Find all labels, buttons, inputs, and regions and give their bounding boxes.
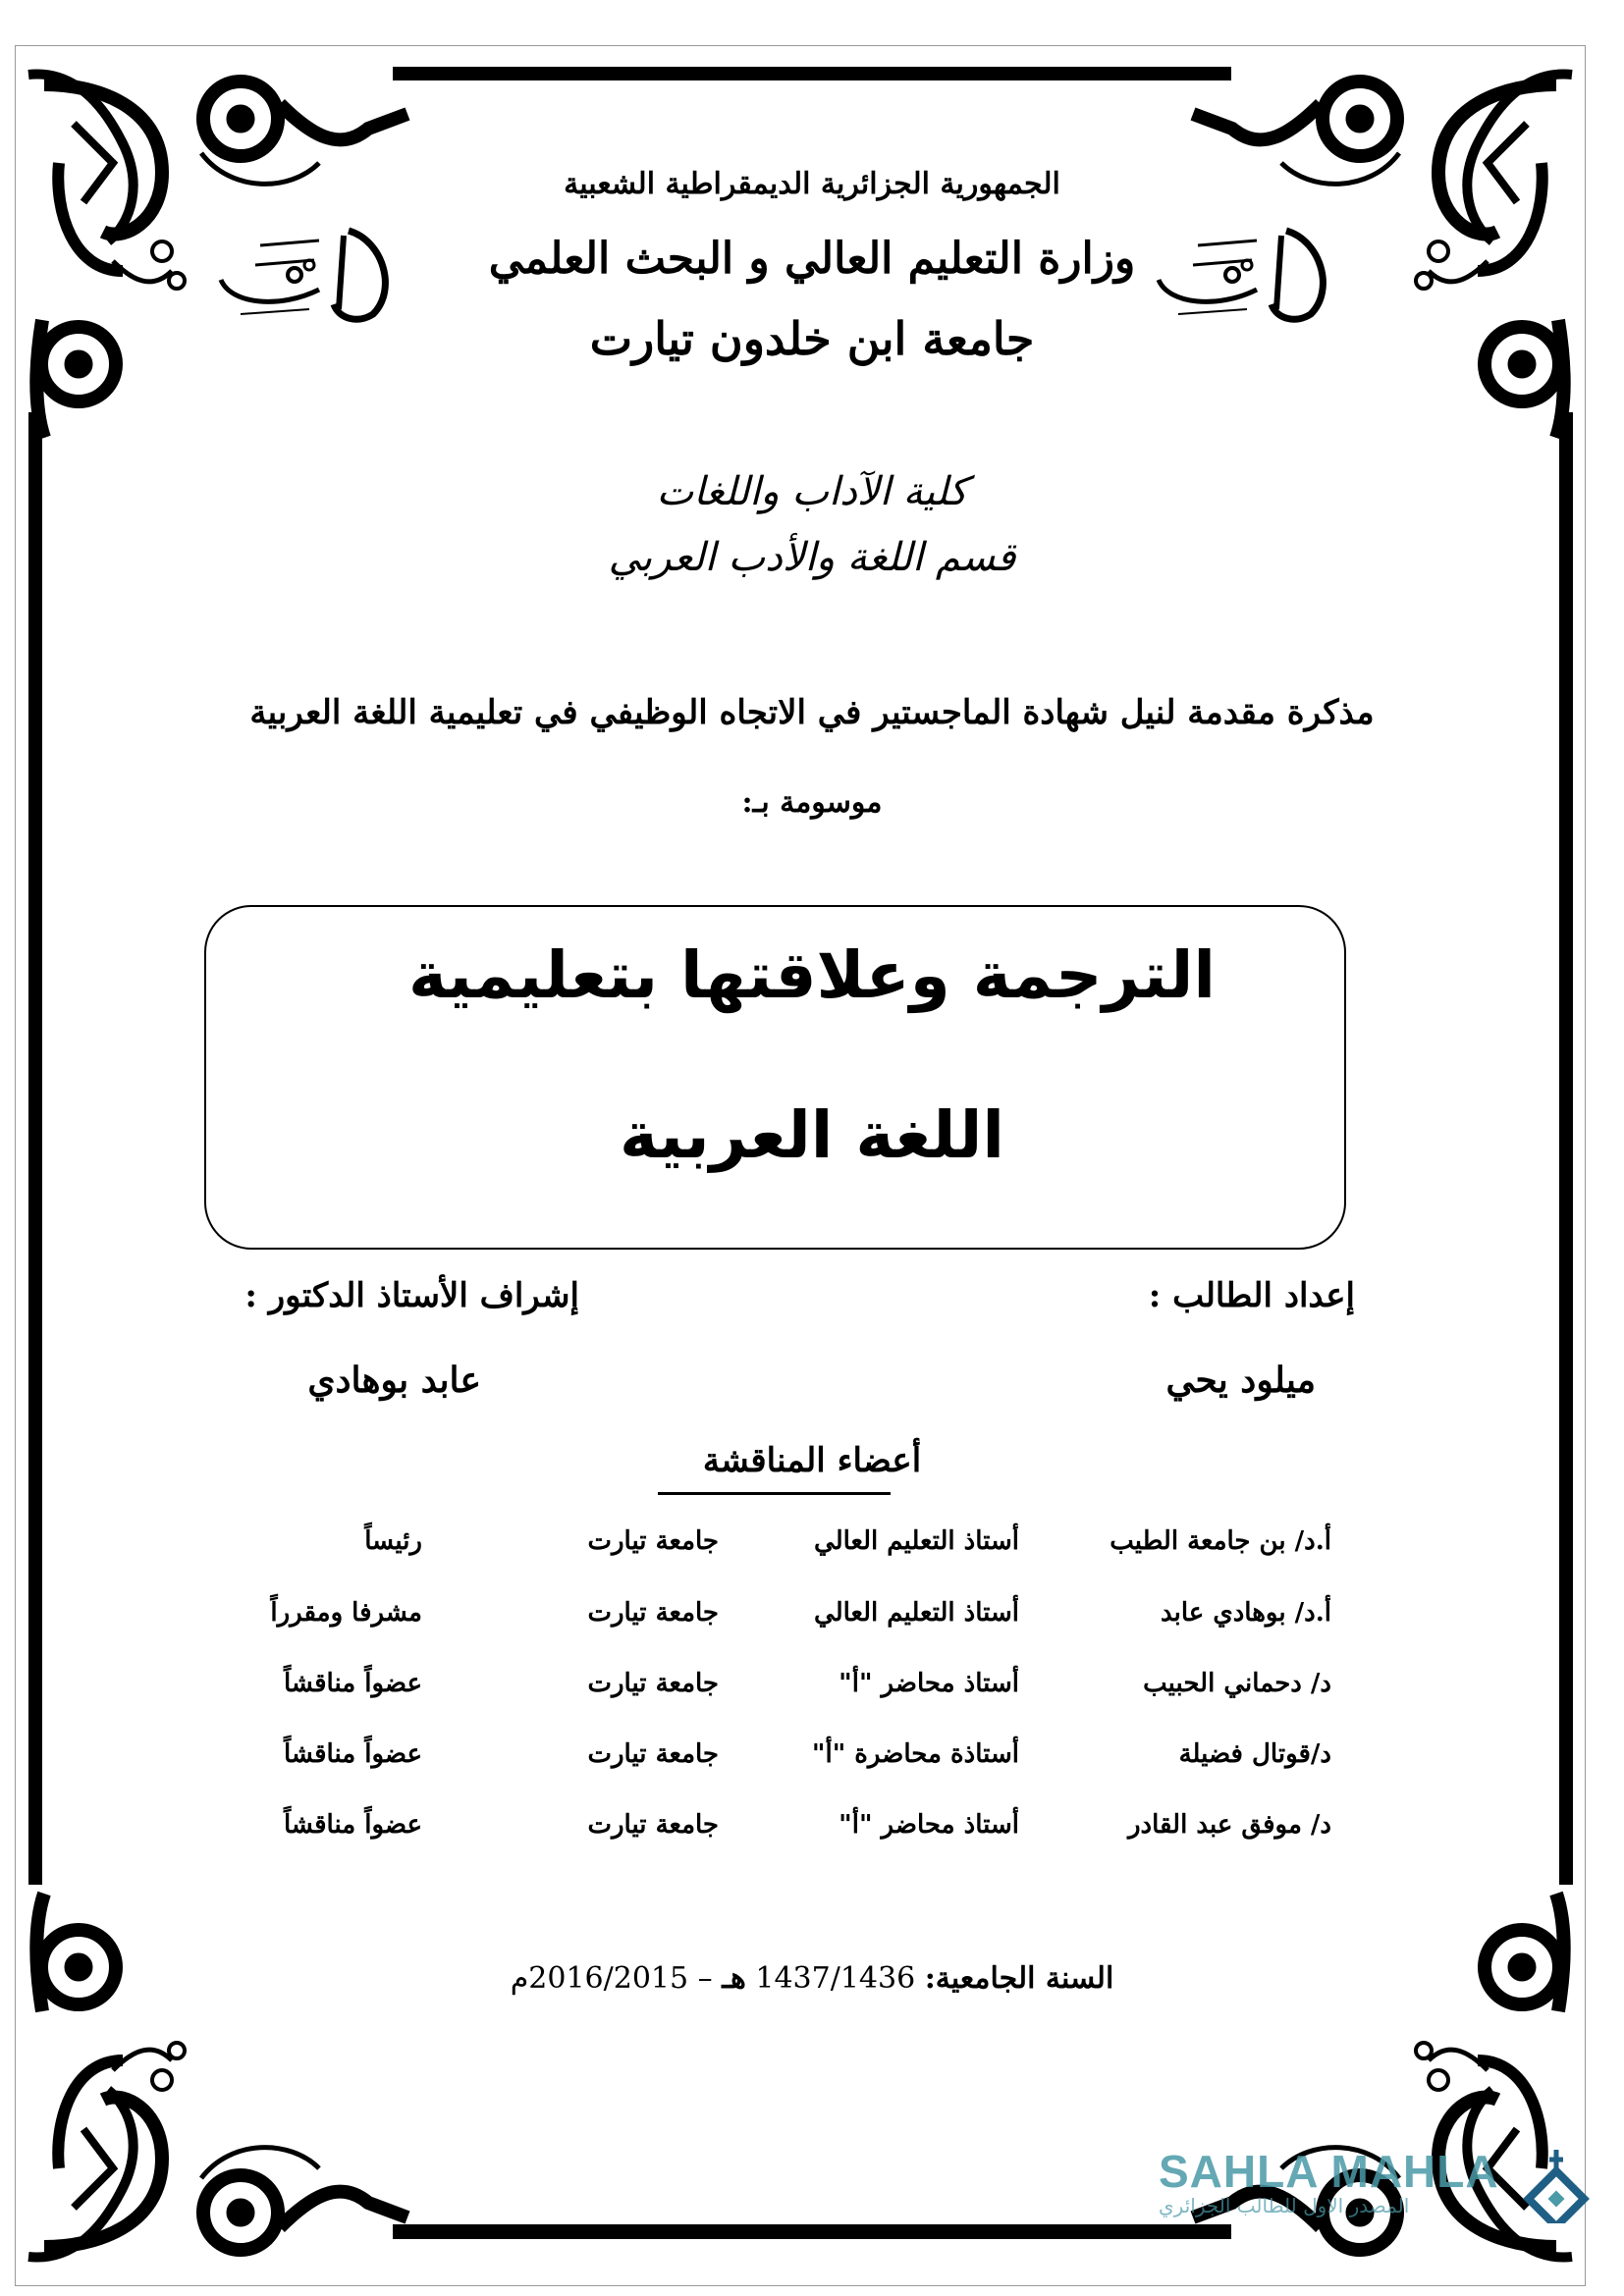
member-university: جامعة تيارت	[587, 1526, 719, 1556]
member-rank: أستاذة محاضرة "أ"	[811, 1739, 1019, 1769]
titled-label: موسومة بـ:	[741, 785, 883, 820]
member-rank: أستاذ التعليم العالي	[814, 1526, 1019, 1556]
watermark-tagline: المصدر الاول للطالب الجزائري	[1159, 2194, 1410, 2217]
member-rank: أستاذ التعليم العالي	[814, 1598, 1019, 1628]
academic-year-hijri-suffix: هـ	[722, 1961, 746, 1996]
member-university: جامعة تيارت	[587, 1810, 719, 1840]
member-name: د/ موفق عبد القادر	[1127, 1810, 1331, 1840]
committee-title: أعضاء المناقشة	[702, 1441, 922, 1480]
frame-top-border	[393, 67, 1231, 80]
supervisor-name: عابد بوهادي	[307, 1360, 481, 1401]
republic-heading: الجمهورية الجزائرية الديمقراطية الشعبية	[564, 167, 1060, 201]
academic-year	[0, 1961, 1624, 1996]
committee-title-underline	[658, 1492, 891, 1495]
member-rank: أستاذ محاضر "أ"	[839, 1810, 1019, 1840]
member-name: د/ دحماني الحبيب	[1143, 1669, 1331, 1698]
member-role: رئيساً	[364, 1526, 422, 1556]
watermark-logo-icon	[1522, 2145, 1591, 2223]
committee-row	[0, 1739, 1624, 1789]
academic-year-hijri: 1437/1436	[755, 1961, 916, 1996]
ornament-corner-bottom-left-icon	[15, 1874, 427, 2286]
committee-row	[0, 1669, 1624, 1718]
sahla-mahla-watermark	[1139, 2145, 1591, 2223]
member-name: أ.د/ بن جامعة الطيب	[1110, 1526, 1331, 1556]
ministry-heading: وزارة التعليم العالي و البحث العلمي	[488, 234, 1136, 284]
watermark-brand: SAHLA MAHLA	[1159, 2146, 1499, 2197]
memo-description: مذكرة مقدمة لنيل شهادة الماجستير في الاتجاه الوظيفي في تعليمية اللغة العربية	[249, 693, 1375, 732]
ornament-corner-bottom-right-icon	[1173, 1874, 1586, 2286]
member-role: عضواً مناقشاً	[283, 1739, 422, 1769]
member-university: جامعة تيارت	[587, 1739, 719, 1769]
committee-row	[0, 1810, 1624, 1859]
thesis-title-line-2: اللغة العربية	[619, 1097, 1005, 1173]
academic-year-gregorian: 2016/2015م	[510, 1961, 689, 1996]
department-name: قسم اللغة والأدب العربي	[608, 535, 1016, 580]
academic-year-label: السنة الجامعية:	[924, 1961, 1114, 1996]
member-rank: أستاذ محاضر "أ"	[839, 1669, 1019, 1698]
member-role: مشرفا ومقرراً	[270, 1598, 422, 1628]
member-role: عضواً مناقشاً	[283, 1669, 422, 1698]
committee-row	[0, 1598, 1624, 1647]
member-role: عضواً مناقشاً	[283, 1810, 422, 1840]
member-university: جامعة تيارت	[587, 1598, 719, 1628]
member-name: أ.د/ بوهادي عابد	[1160, 1598, 1331, 1628]
student-label: إعداد الطالب :	[1148, 1276, 1355, 1315]
student-name: ميلود يحي	[1165, 1360, 1316, 1401]
university-heading: جامعة ابن خلدون تيارت	[589, 312, 1035, 365]
supervisor-label: إشراف الأستاذ الدكتور :	[244, 1276, 579, 1315]
committee-row	[0, 1526, 1624, 1575]
frame-bottom-border	[393, 2224, 1231, 2239]
thesis-title-line-1: الترجمة وعلاقتها بتعليمية	[407, 937, 1216, 1013]
faculty-name: كلية الآداب واللغات	[656, 469, 968, 514]
academic-year-dash: –	[697, 1961, 713, 1996]
member-name: د/قوتال فضيلة	[1178, 1739, 1331, 1769]
member-university: جامعة تيارت	[587, 1669, 719, 1698]
